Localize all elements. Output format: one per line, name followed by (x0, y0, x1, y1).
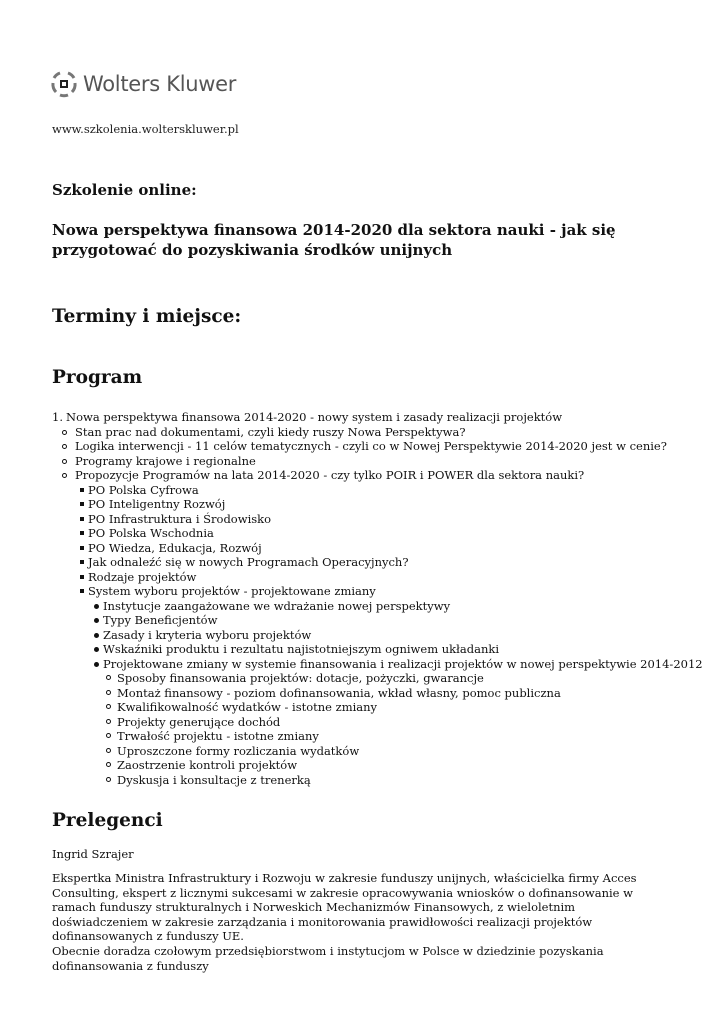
list-item-text: Stan prac nad dokumentami, czyli kiedy ruszy Nowa Perspektywa? (75, 424, 466, 439)
circle-bullet-icon (106, 777, 111, 782)
program-list (52, 410, 703, 787)
list-item-text: Trwałość projektu - istotne zmiany (117, 729, 319, 743)
list-item (52, 613, 672, 628)
list-item (52, 686, 672, 701)
list-item-text: PO Wiedza, Edukacja, Rozwój (88, 540, 262, 555)
square-bullet-icon (80, 531, 84, 535)
list-item-text: PO Polska Cyfrowa (88, 482, 199, 497)
circle-bullet-icon (106, 762, 111, 767)
disc-bullet-icon (94, 633, 99, 638)
list-item (52, 628, 672, 643)
list-item-text: Programy krajowe i regionalne (75, 453, 256, 468)
list-item (52, 700, 672, 715)
website-url[interactable]: www.szkolenia.wolterskluwer.pl (52, 122, 239, 136)
list-item (52, 454, 672, 469)
speaker-bio-continued: Obecnie doradza czołowym przedsiębiorstwom i instytucjom w Polsce w dziedzinie pozyskania dofinansowania z funduszy (52, 944, 604, 973)
circle-bullet-icon (106, 748, 111, 753)
list-item (52, 410, 672, 425)
square-bullet-icon (80, 517, 84, 521)
list-item-text: Projektowane zmiany w systemie finansowania i realizacji projektów w nowej perspektywie 2014-2012 (103, 656, 703, 671)
list-item (52, 555, 672, 570)
list-item (52, 497, 672, 512)
circle-bullet-icon (106, 690, 111, 695)
circle-bullet-icon (62, 473, 67, 478)
circle-bullet-icon (106, 733, 111, 738)
square-bullet-icon (80, 575, 84, 579)
list-item (52, 425, 672, 440)
list-item (52, 483, 672, 498)
square-bullet-icon (80, 546, 84, 550)
list-item-text: Dyskusja i konsultacje z trenerką (117, 772, 311, 787)
list-item-text: PO Polska Wschodnia (88, 526, 214, 540)
circle-bullet-icon (62, 444, 67, 449)
list-item-text: Typy Beneficjentów (103, 613, 218, 627)
disc-bullet-icon (94, 662, 99, 667)
list-item (52, 439, 672, 454)
list-item (52, 570, 672, 585)
speaker-bio: Ekspertka Ministra Infrastruktury i Rozwoju w zakresie funduszy unijnych, właścicielka firmy Acces Consulting, ekspert z licznymi sukcesami w zakresie opracowywania wniosków o dofinansowanie w ramach funduszy strukturalnych i Norweskich Mechanizmów Finansowych, z wieloletnim doświadczeniem w zakresie zarządzania i monitorowania prawidłowości realizacji projektów dofinansowanych z funduszy UE. (52, 871, 637, 943)
list-item-text: Logika interwencji - 11 celów tematycznych - czyli co w Nowej Perspektywie 2014-2020 jest w cenie? (75, 439, 667, 453)
list-item (52, 584, 672, 599)
logo-mark-icon (50, 70, 78, 98)
list-item-text: Rodzaje projektów (88, 569, 197, 584)
list-item-text: PO Infrastruktura i Środowisko (88, 511, 272, 526)
list-item-text: Kwalifikowalność wydatków - istotne zmiany (117, 700, 378, 714)
list-item-text: PO Inteligentny Rozwój (88, 497, 226, 511)
list-item-text: Projekty generujące dochód (117, 714, 281, 729)
list-item-text: Instytucje zaangażowane we wdrażanie nowej perspektywy (103, 598, 451, 613)
list-item (52, 468, 672, 483)
training-title: Nowa perspektywa finansowa 2014-2020 dla sektora nauki - jak się przygotować do pozyskiwania środków unijnych (52, 221, 616, 259)
list-item (52, 541, 672, 556)
list-number: 1. (52, 410, 63, 424)
list-item (52, 671, 672, 686)
program-heading: Program (52, 367, 143, 388)
wolters-kluwer-logo[interactable] (50, 70, 236, 98)
list-item-text: Propozycje Programów na lata 2014-2020 - czy tylko POIR i POWER dla sektora nauki? (75, 468, 585, 482)
list-item-text: Zaostrzenie kontroli projektów (117, 758, 298, 772)
circle-bullet-icon (106, 675, 111, 680)
square-bullet-icon (80, 502, 84, 506)
list-item (52, 599, 672, 614)
terms-heading: Terminy i miejsce: (52, 306, 242, 327)
square-bullet-icon (80, 589, 84, 593)
list-item (52, 773, 672, 788)
circle-bullet-icon (62, 430, 67, 435)
list-item-text: Montaż finansowy - poziom dofinansowania, wkład własny, pomoc publiczna (117, 685, 561, 700)
circle-bullet-icon (106, 719, 111, 724)
disc-bullet-icon (94, 604, 99, 609)
list-item-text: Zasady i kryteria wyboru projektów (103, 627, 312, 642)
list-item (52, 744, 672, 759)
disc-bullet-icon (94, 647, 99, 652)
list-item (52, 715, 672, 730)
list-item (52, 512, 672, 527)
list-item-text: Nowa perspektywa finansowa 2014-2020 - nowy system i zasady realizacji projektów (66, 410, 563, 424)
list-item (52, 758, 672, 773)
list-item (52, 526, 672, 541)
disc-bullet-icon (94, 618, 99, 623)
list-item (52, 642, 672, 657)
list-item-text: Jak odnaleźć się w nowych Programach Operacyjnych? (88, 555, 409, 569)
list-item-text: Uproszczone formy rozliczania wydatków (117, 743, 360, 758)
list-item (52, 729, 672, 744)
list-item-text: Sposoby finansowania projektów: dotacje, pożyczki, gwarancje (117, 671, 484, 685)
list-item (52, 656, 703, 672)
list-item-text: System wyboru projektów - projektowane zmiany (88, 584, 376, 598)
circle-bullet-icon (106, 704, 111, 709)
square-bullet-icon (80, 560, 84, 564)
list-item-text: Wskaźniki produktu i rezultatu najistotniejszym ogniwem układanki (103, 642, 499, 656)
speaker-name: Ingrid Szrajer (52, 847, 134, 861)
intro-heading: Szkolenie online: (52, 181, 197, 199)
circle-bullet-icon (62, 459, 67, 464)
speakers-heading: Prelegenci (52, 810, 163, 831)
logo-text: Wolters Kluwer (83, 72, 237, 96)
square-bullet-icon (80, 488, 84, 492)
